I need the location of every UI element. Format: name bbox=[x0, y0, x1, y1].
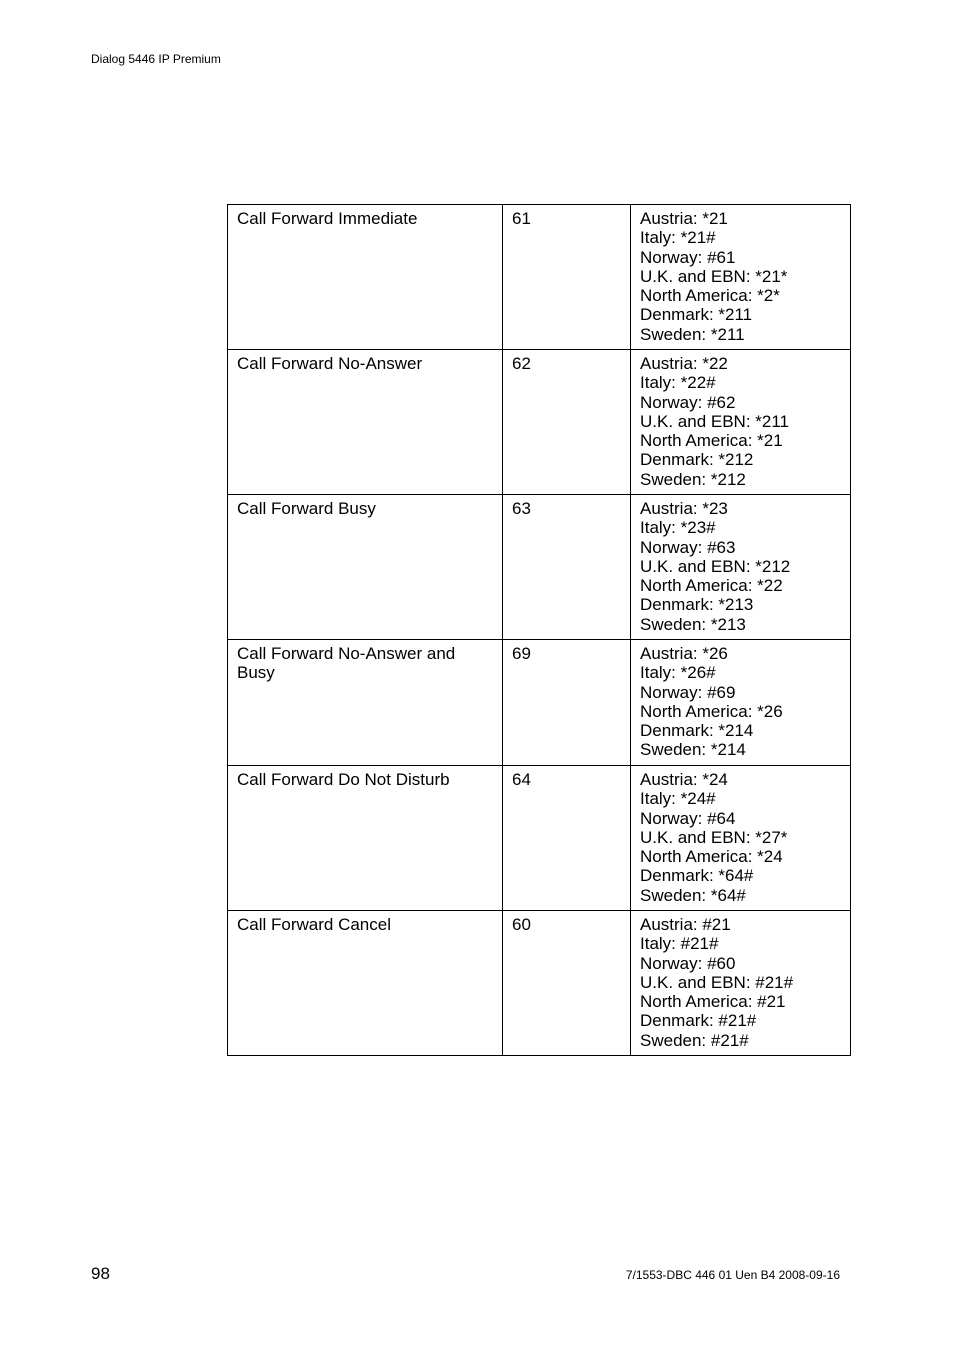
country-code-line: Austria: *21 bbox=[640, 209, 728, 228]
country-code-line: Italy: *26# bbox=[640, 663, 716, 683]
country-code-line: Denmark: *64# bbox=[640, 866, 754, 886]
country-codes bbox=[631, 205, 851, 350]
country-code-line: Norway: #60 bbox=[640, 953, 736, 973]
country-codes bbox=[631, 911, 851, 1056]
country-codes bbox=[631, 766, 851, 911]
country-code-line: Norway: #62 bbox=[640, 392, 736, 412]
table-row bbox=[228, 766, 851, 911]
feature-name: Call Forward Busy bbox=[228, 495, 503, 640]
table-row bbox=[228, 350, 851, 495]
forward-codes-table-body bbox=[228, 205, 851, 1056]
country-code-line: North America: *21 bbox=[640, 431, 783, 451]
country-code-line: North America: #21 bbox=[640, 992, 786, 1012]
country-code-line: Italy: *22# bbox=[640, 373, 716, 393]
country-code-line: U.K. and EBN: #21# bbox=[640, 972, 794, 992]
feature-code: 64 bbox=[503, 766, 631, 911]
country-codes bbox=[631, 350, 851, 495]
country-code-line: Denmark: *213 bbox=[640, 595, 754, 615]
feature-code: 62 bbox=[503, 350, 631, 495]
feature-name: Call Forward No-Answer bbox=[228, 350, 503, 495]
table-row bbox=[228, 495, 851, 640]
feature-code: 61 bbox=[503, 205, 631, 350]
feature-name: Call Forward Do Not Disturb bbox=[228, 766, 503, 911]
country-code-line: U.K. and EBN: *212 bbox=[640, 556, 791, 576]
country-code-line: Sweden: *211 bbox=[640, 324, 745, 344]
document-id: 7/1553-DBC 446 01 Uen B4 2008-09-16 bbox=[625, 1268, 840, 1282]
country-code-line: Italy: *24# bbox=[640, 789, 716, 809]
country-code-line: Austria: *23 bbox=[640, 499, 728, 518]
feature-name: Call Forward No-Answer and Busy bbox=[228, 640, 503, 766]
feature-code: 63 bbox=[503, 495, 631, 640]
country-code-line: Denmark: *211 bbox=[640, 305, 753, 325]
country-code-line: Sweden: *214 bbox=[640, 740, 746, 760]
country-code-line: Norway: #64 bbox=[640, 808, 736, 828]
country-code-line: North America: *2* bbox=[640, 286, 780, 306]
feature-code: 69 bbox=[503, 640, 631, 766]
country-code-line: Norway: #61 bbox=[640, 247, 736, 267]
country-codes bbox=[631, 640, 851, 766]
forward-codes-table bbox=[227, 204, 851, 1056]
country-code-line: Italy: #21# bbox=[640, 934, 719, 954]
table-row bbox=[228, 640, 851, 766]
country-code-line: Italy: *21# bbox=[640, 228, 716, 248]
country-code-line: North America: *26 bbox=[640, 701, 783, 721]
country-code-line: U.K. and EBN: *211 bbox=[640, 411, 789, 431]
feature-name: Call Forward Cancel bbox=[228, 911, 503, 1056]
country-codes bbox=[631, 495, 851, 640]
country-code-line: Sweden: *212 bbox=[640, 469, 746, 489]
feature-code: 60 bbox=[503, 911, 631, 1056]
country-code-line: North America: *22 bbox=[640, 576, 783, 596]
country-code-line: Denmark: *212 bbox=[640, 450, 754, 470]
country-code-line: Austria: *26 bbox=[640, 644, 728, 663]
country-code-line: Norway: #63 bbox=[640, 537, 736, 557]
table-row bbox=[228, 205, 851, 350]
country-code-line: Sweden: *213 bbox=[640, 614, 746, 634]
document-header: Dialog 5446 IP Premium bbox=[91, 52, 221, 66]
country-code-line: U.K. and EBN: *27* bbox=[640, 827, 788, 847]
country-code-line: Sweden: #21# bbox=[640, 1030, 749, 1050]
feature-name: Call Forward Immediate bbox=[228, 205, 503, 350]
page-number: 98 bbox=[91, 1264, 110, 1283]
country-code-line: Austria: #21 bbox=[640, 915, 731, 934]
country-code-line: Denmark: *214 bbox=[640, 721, 754, 741]
country-code-line: Denmark: #21# bbox=[640, 1011, 757, 1031]
country-code-line: Italy: *23# bbox=[640, 518, 716, 538]
country-code-line: Sweden: *64# bbox=[640, 885, 746, 905]
country-code-line: U.K. and EBN: *21* bbox=[640, 266, 788, 286]
country-code-line: North America: *24 bbox=[640, 847, 783, 867]
country-code-line: Austria: *24 bbox=[640, 770, 728, 789]
country-code-line: Austria: *22 bbox=[640, 354, 728, 373]
country-code-line: Norway: #69 bbox=[640, 682, 736, 702]
table-row bbox=[228, 911, 851, 1056]
